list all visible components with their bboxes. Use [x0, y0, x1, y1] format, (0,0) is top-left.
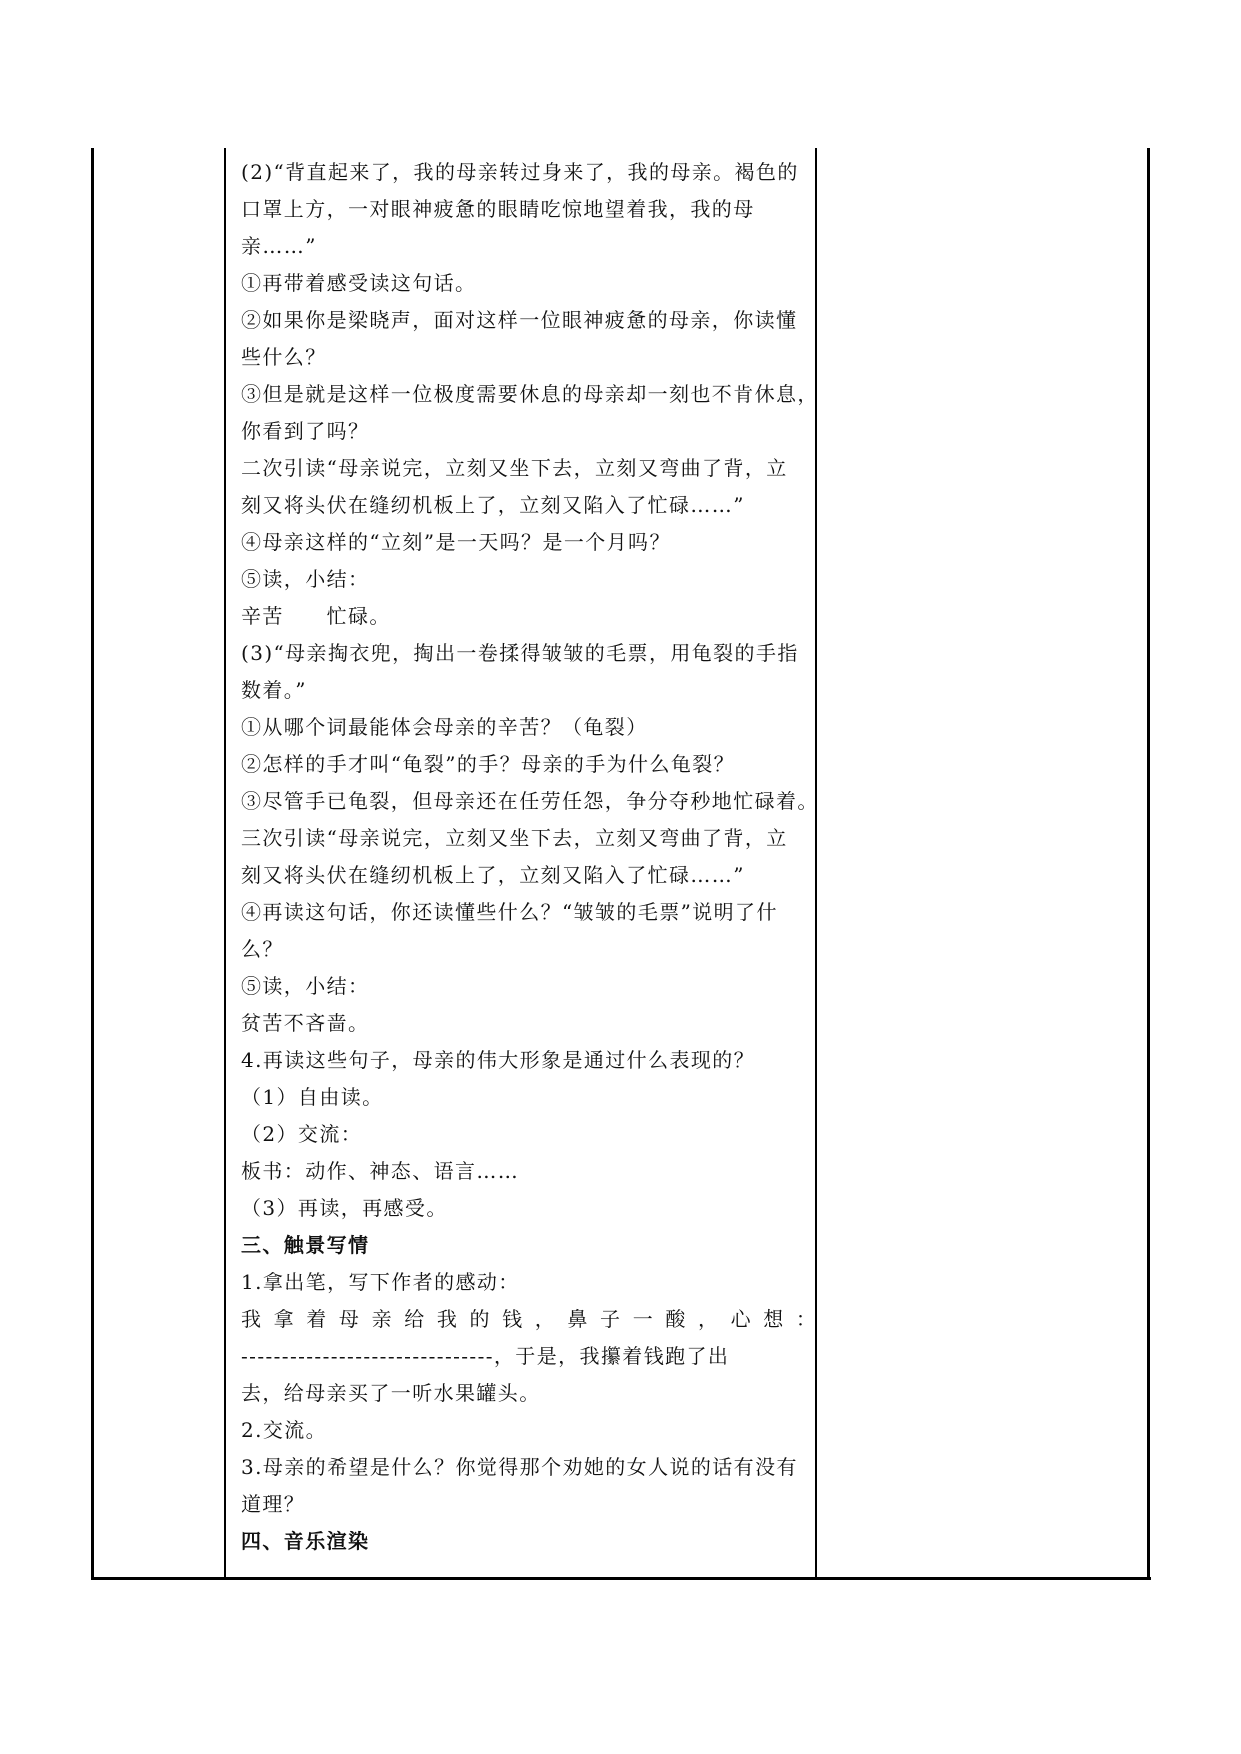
lesson-content-cell — [241, 154, 819, 1560]
text-line: 贫苦不吝啬。 — [241, 1011, 370, 1035]
table-bottom-border — [91, 1577, 1151, 1580]
text-line: 板书：动作、神态、语言…… — [241, 1159, 520, 1183]
section-heading: 三、触景写情 — [241, 1233, 370, 1257]
text-line: 去，给母亲买了一听水果罐头。 — [241, 1381, 541, 1405]
text-line: 三次引读“母亲说完，立刻又坐下去，立刻又弯曲了背，立 — [241, 826, 788, 850]
text-line: 2.交流。 — [241, 1418, 328, 1442]
text-line: 二次引读“母亲说完，立刻又坐下去，立刻又弯曲了背，立 — [241, 456, 788, 480]
text-line: 数着。” — [241, 678, 307, 702]
text-line: ④母亲这样的“立刻”是一天吗？是一个月吗？ — [241, 530, 671, 554]
text-line: 1.拿出笔，写下作者的感动： — [241, 1270, 520, 1294]
text-line: (3)“母亲掏衣兜，掏出一卷揉得皱皱的毛票，用龟裂的手指 — [241, 641, 799, 665]
text-line: ④再读这句话，你还读懂些什么？“皱皱的毛票”说明了什 — [241, 900, 778, 924]
text-line: ①再带着感受读这句话。 — [241, 271, 477, 295]
text-line: ①从哪个词最能体会母亲的辛苦？（龟裂） — [241, 715, 648, 739]
table-border-right — [1147, 148, 1150, 1580]
text-line: 3.母亲的希望是什么？你觉得那个劝她的女人说的话有没有 — [241, 1455, 798, 1479]
section-heading: 四、音乐渲染 — [241, 1529, 370, 1553]
table-border-left — [91, 148, 94, 1580]
text-line: ⑤读，小结： — [241, 567, 370, 591]
text-line: 口罩上方，一对眼神疲惫的眼睛吃惊地望着我，我的母 — [241, 197, 755, 221]
text-line: （1）自由读。 — [241, 1085, 384, 1109]
text-line: （3）再读，再感受。 — [241, 1196, 448, 1220]
text-line: 刻又将头伏在缝纫机板上了，立刻又陷入了忙碌……” — [241, 863, 745, 887]
text-line: ③但是就是这样一位极度需要休息的母亲却一刻也不肯休息， — [241, 382, 819, 406]
table-divider-1 — [224, 148, 226, 1580]
text-line: 我 拿 着 母 亲 给 我 的 钱 ， 鼻 子 一 酸 ， 心 想 ： — [241, 1307, 816, 1331]
text-line: (2)“背直起来了，我的母亲转过身来了，我的母亲。褐色的 — [241, 160, 799, 184]
text-line: 4.再读这些句子，母亲的伟大形象是通过什么表现的？ — [241, 1048, 756, 1072]
text-line: 你看到了吗？ — [241, 419, 370, 443]
text-line: 辛苦 忙碌。 — [241, 604, 391, 628]
text-line: 些什么？ — [241, 345, 327, 369]
text-line: 么？ — [241, 937, 284, 961]
text-line: 道理？ — [241, 1492, 306, 1516]
text-line: ②如果你是梁晓声，面对这样一位眼神疲惫的母亲，你读懂 — [241, 308, 798, 332]
text-line: ⑤读，小结： — [241, 974, 370, 998]
text-line: ③尽管手已龟裂，但母亲还在任劳任怨，争分夺秒地忙碌着。 — [241, 789, 819, 813]
text-line: 刻又将头伏在缝纫机板上了，立刻又陷入了忙碌……” — [241, 493, 745, 517]
text-line: 亲……” — [241, 234, 317, 258]
text-line: ②怎样的手才叫“龟裂”的手？母亲的手为什么龟裂？ — [241, 752, 736, 776]
text-line: （2）交流： — [241, 1122, 363, 1146]
text-line: -------------------------------，于是，我攥着钱跑了出 — [241, 1344, 730, 1368]
